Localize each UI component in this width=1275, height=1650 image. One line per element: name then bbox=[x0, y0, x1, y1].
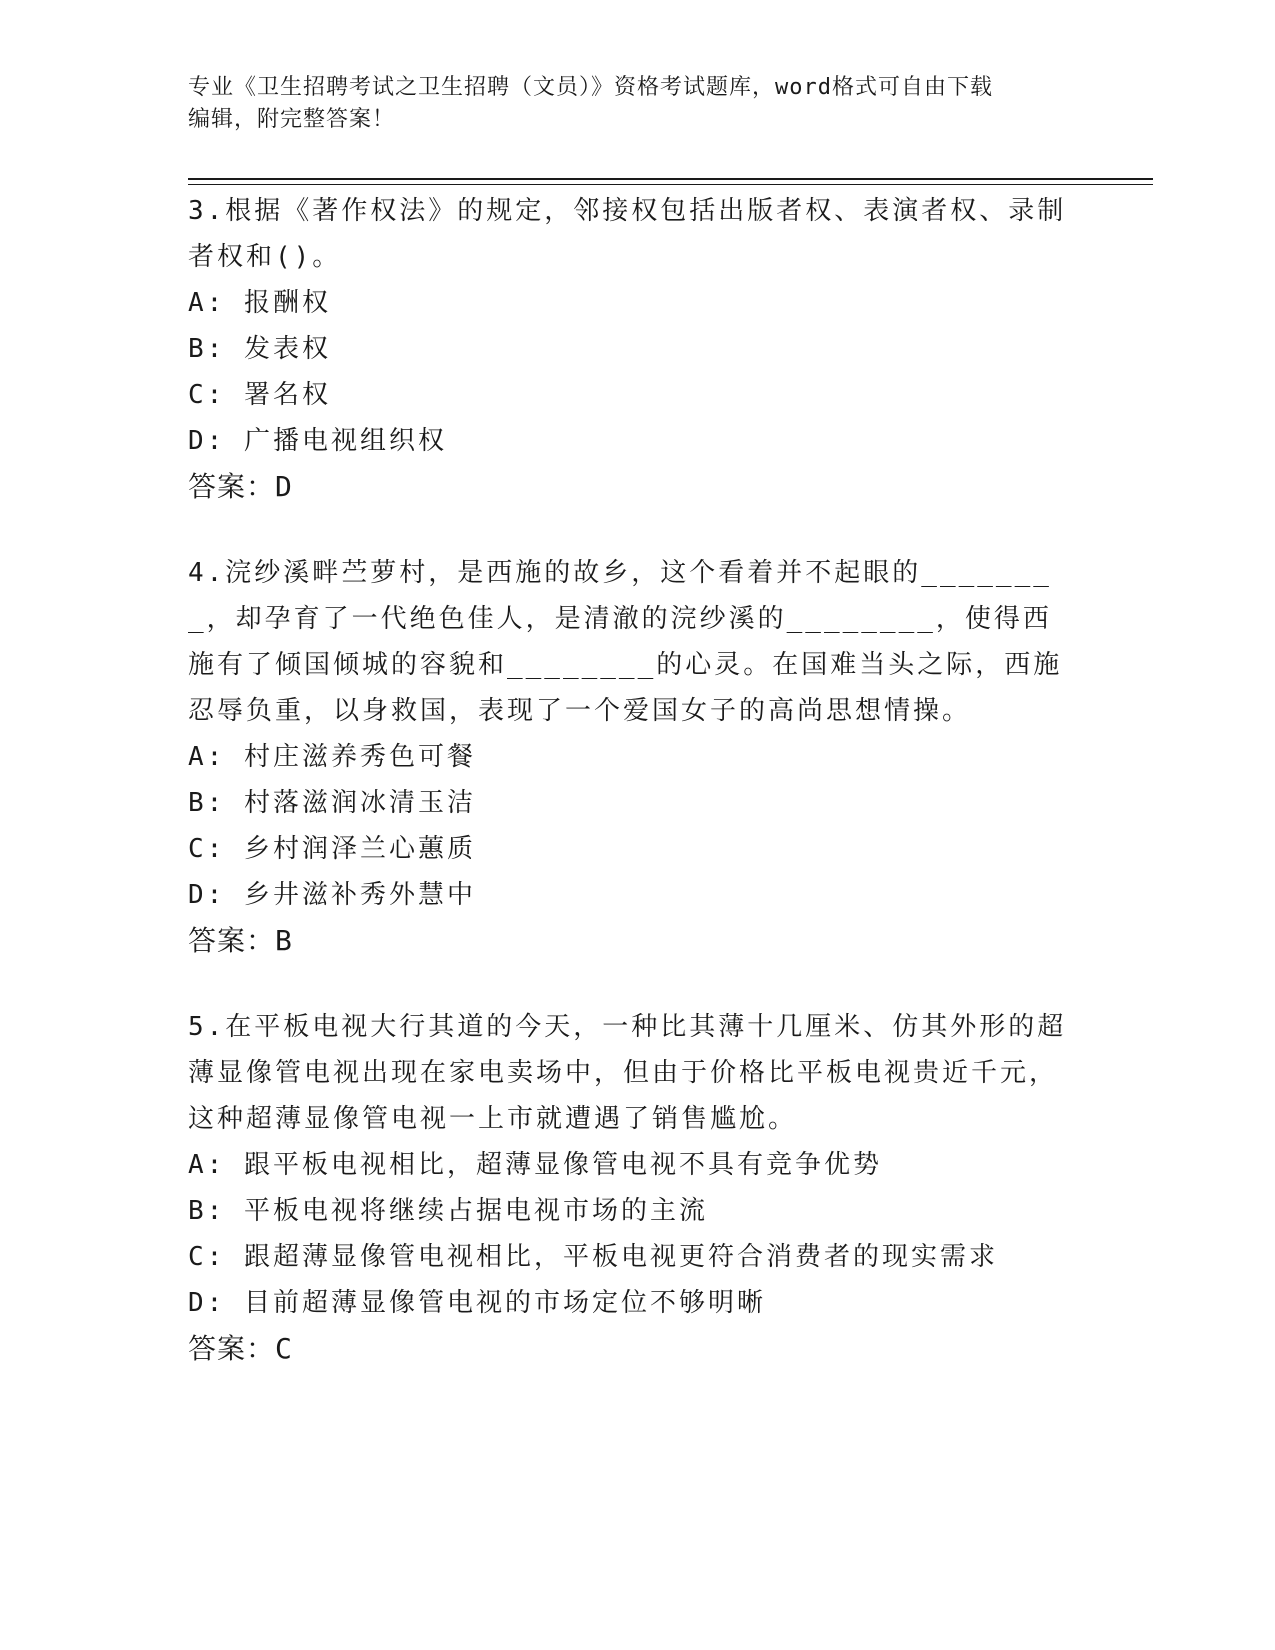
header-divider-thick bbox=[188, 178, 1153, 180]
option-key: D: bbox=[188, 880, 226, 910]
option-b bbox=[188, 780, 1068, 826]
option-key: B: bbox=[188, 788, 226, 818]
answer-line: 答案：B bbox=[188, 924, 293, 957]
option-text: 乡井滋补秀外慧中 bbox=[243, 880, 476, 910]
question-4 bbox=[188, 550, 1068, 964]
option-key: A: bbox=[188, 742, 226, 772]
option-c bbox=[188, 826, 1068, 872]
question-text: 3.根据《著作权法》的规定，邻接权包括出版者权、表演者权、录制者权和()。 bbox=[188, 196, 1067, 272]
option-text: 跟平板电视相比，超薄显像管电视不具有竞争优势 bbox=[243, 1150, 882, 1180]
option-d bbox=[188, 1280, 1068, 1326]
option-key: A: bbox=[188, 288, 226, 318]
option-text: 跟超薄显像管电视相比，平板电视更符合消费者的现实需求 bbox=[243, 1242, 998, 1272]
option-c bbox=[188, 372, 1068, 418]
header-line-2: 编辑，附完整答案！ bbox=[188, 107, 396, 132]
option-a bbox=[188, 734, 1068, 780]
option-text: 发表权 bbox=[243, 334, 331, 364]
option-a bbox=[188, 1142, 1068, 1188]
option-a bbox=[188, 280, 1068, 326]
header-line-1: 专业《卫生招聘考试之卫生招聘（文员）》资格考试题库，word格式可自由下载 bbox=[188, 75, 993, 100]
option-key: D: bbox=[188, 426, 226, 456]
option-key: B: bbox=[188, 334, 226, 364]
option-key: D: bbox=[188, 1288, 226, 1318]
option-text: 署名权 bbox=[243, 380, 331, 410]
option-key: C: bbox=[188, 834, 226, 864]
option-text: 村落滋润冰清玉洁 bbox=[243, 788, 476, 818]
question-text: 4.浣纱溪畔苎萝村，是西施的故乡，这个看着并不起眼的________，却孕育了一代绝色佳人，是清澈的浣纱溪的________，使得西施有了倾国倾城的容貌和________的心灵。在国难当头之际，西施忍辱负重，以身救国，表现了一个爱国女子的高尚思想情操。 bbox=[188, 558, 1063, 726]
option-c bbox=[188, 1234, 1068, 1280]
option-text: 广播电视组织权 bbox=[243, 426, 447, 456]
header-divider-thin bbox=[188, 184, 1153, 185]
option-key: C: bbox=[188, 1242, 226, 1272]
option-text: 报酬权 bbox=[243, 288, 331, 318]
option-text: 乡村润泽兰心蕙质 bbox=[243, 834, 476, 864]
option-key: C: bbox=[188, 380, 226, 410]
document-header bbox=[188, 72, 1068, 136]
answer-line: 答案：D bbox=[188, 470, 293, 503]
question-5 bbox=[188, 1004, 1068, 1372]
option-b bbox=[188, 326, 1068, 372]
question-text: 5.在平板电视大行其道的今天，一种比其薄十几厘米、仿其外形的超薄显像管电视出现在家电卖场中，但由于价格比平板电视贵近千元，这种超薄显像管电视一上市就遭遇了销售尴尬。 bbox=[188, 1012, 1067, 1134]
question-list bbox=[188, 188, 1068, 1412]
option-b bbox=[188, 1188, 1068, 1234]
option-d bbox=[188, 872, 1068, 918]
option-key: B: bbox=[188, 1196, 226, 1226]
option-text: 平板电视将继续占据电视市场的主流 bbox=[243, 1196, 708, 1226]
option-text: 村庄滋养秀色可餐 bbox=[243, 742, 476, 772]
option-text: 目前超薄显像管电视的市场定位不够明晰 bbox=[243, 1288, 766, 1318]
option-d bbox=[188, 418, 1068, 464]
option-key: A: bbox=[188, 1150, 226, 1180]
question-3 bbox=[188, 188, 1068, 510]
answer-line: 答案：C bbox=[188, 1332, 293, 1365]
